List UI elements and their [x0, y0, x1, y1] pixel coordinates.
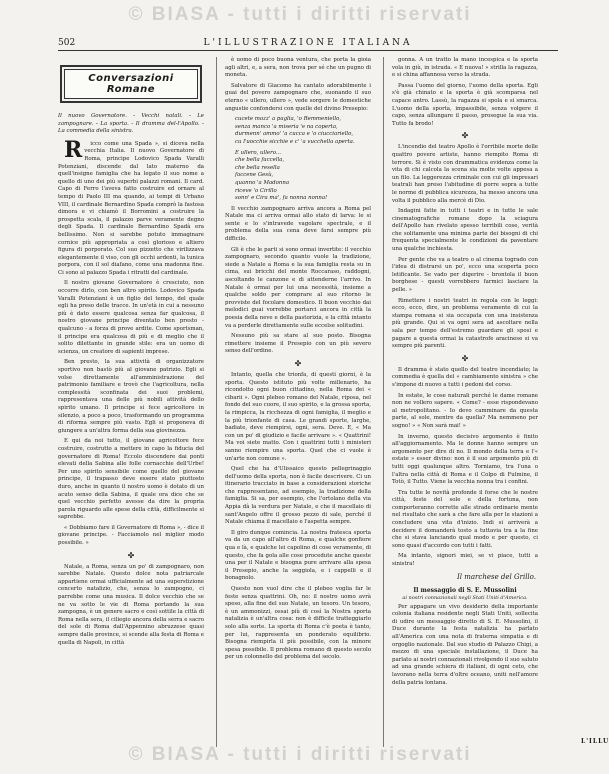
section-ornament-icon: ✤ [127, 550, 135, 560]
column-rule-left [216, 57, 217, 747]
article-paragraph: R icco come una Spada », si diceva nella vecchia Italia. Il nuovo Governatore di Roma, principe Lodovico Spada Varalli Potenziani, discende dal lato materno da quell'insigne famiglia che ha legato il suo nome a quello di uno dei più superbi palazzi romani. Il card. Capo di Ferro l'aveva fatto costruire ed ornare al tempo di Paolo III ma quando, ai tempi di Urbano VIII, il cardinale Bernardino Spada comprò la fastosa dimora e vi chiamò il Borromini a costruire la prospetta scala, il palazzo parve veramente degno degli Spada. Il cardinale Bernardino Spadà era bellissimo. Non si sarebbe potuto immaginare cornice più appropriata a così glorioso e altiero figura di porporato. Col suo pizzetto che virilizzava elegantemente il viso, con gli occhi ardenti, la tunica porpora, con il sol diafano, come una madonna fine. Ci sono al palazzo Spada i ritratti del cardinale. [58, 136, 204, 276]
article-paragraph: Il giro dunque comincia. La nostra fratesca sporta va da un capo all'altro di Roma, e qualche gonfiore qua e là, e qualche lei capolino di cose veramente, di questo, che fa gola alle cose procedute anche queste una per il Natale e bisogna pure arrivare alla spesa il Presepio, anche la seggiola, e i cappelli e il bonagnolo. [225, 529, 371, 582]
subarticle-subtitle: ai nostri connazionali negli Stati Uniti d'America. [402, 594, 528, 601]
section-banner [60, 65, 202, 103]
poem-verse: cucete mozz' a paglia, 'o Remmeniello, senza manco 'a miseria 'e na coperta, durmenn' ammo' 'a cucca e 'o ciucciariello, cu l'uocchie sicchie e c' 'a vucchella aperta. [235, 116, 355, 145]
poem-verse: E ullero, ullero... che bella faccella, che bella resella faccene Gesù, quanno 'a Madonna riceve 'o Cirillo sonn' e Cira ma', fa nonna nonna! [235, 149, 328, 202]
text-column-1 [58, 57, 204, 747]
article-paragraph: Quel che ha d'Ulissaico questo pellegrinaggio dell'uomo della sporta, non è facile descrivere. Ci un itinerario tracciato in base a considerazioni storiche che rappresentano, ad esempio, la tradizione della famiglia. Si sa, per esempio, che l'ortolano della via Appia dà la verdura per Natale, e che il macellaio di sant'Angelo offre il grosso pezzo di sale, perché il Natale chiama il macellaio e l'aspetta sempre. [225, 466, 371, 526]
article-paragraph: Ben presto, la sua attività di organizzatore sportivo non bastò più al giovane patrizio. Egli si volse direttamente all'amministrazione del patrimonio familiare e trovò che l'agricoltura, nella complessità sconfinata dei suoi problemi, rappresentava una delle più nobili attività dello spirito umano. Il principe si fece agricoltore in silenzio, a poco a poco, trasformando un programma di riforma sempre più vasto. Egli si proponeva di giungere a un'altra forma della sua giovinezza. [58, 359, 204, 434]
article-paragraph: Indagini fatte in tutti i teatri e in tutte le sale cinematografiche romane dopo la sciagura dell'Apollo han rivelato spesso terribili cose, verità che solitamente una minima parte dei bisogni di chi frequenta specialmente le condizioni da paventare una qualche inchiesta. [392, 208, 538, 253]
article-paragraph: Gli è che le parti si sono ormai invertite: il vecchio zampognaro, secondo quanto vuole la tradizione, siede a Natale a Roma e la sua famiglia resta su in cima, sui bricchi del monte Roccaraso, raddogni, ascoltando le canzone e di attenderne l'arrivo. In Natale è ormai per lui una necessità, insieme a qualche soldo per comprare al suo ritorno le provviste del focolare domestico. Il buon vecchio dai melodici guai vorrebbe portarci ancora in città la poesia della neve e della pastorizia, e la città intanto va a perderle direttamente sulle eccelse solitudini. [225, 246, 371, 329]
section-ornament-icon: ✤ [294, 358, 302, 368]
article-paragraph: è uomo di poco buona ventura, che porta la gioia agli altri, e, a sera, non trova per sé che un pugno di moneta. [225, 57, 371, 79]
article-paragraph: Il vecchio zampognaro arriva ancora a Roma pel Natale ma ci arriva ormai allo stato di larva: le si sente e lo s'intravede vagolare spectrale, e il problema della sua cena deve farsi sempre più difficile. [225, 205, 371, 243]
article-summary: Il nuovo Governatore. - Vecchi natali. - Le zampognare. - La sporta. - Il dramma del-l'Apollo. - La commedia della sinistra. [58, 113, 204, 135]
publication-title: L'ILLUSTRAZIONE ITALIANA [203, 38, 413, 48]
subarticle-title: Il messaggio di S. E. Mussolini [413, 586, 517, 594]
article-paragraph: E qui da noi tutto, il giovane agricoltore fece costruire, costrutto a mettere in capo la fiducia del governatore di Roma! Eccolo discendere dai ponti elevati della Sabina alle folle cornacchie dell'Urbe! Per uno spirito sensibile come quello del giovane principe, il trapasso deve essere stato piuttosto duro, anche in quanto il nostro uomo è dotato di un acuto senso della Sabina, il quale ora dice che se quel vecchio perfetto avesse da dire la propria parola riguardo alle spese della città, difficilmente si saprebbe. [58, 438, 204, 521]
article-paragraph: Il nostro giovane Governatore è cresciuto, non occorre dirlo, con ben altro spirito. Lodovico Spada Varalli Potenziani è un figlio del tempo, del quale egli ha preso delle tracce. In un'età in cui a nessuno più è dato essere qualcosa senza far qualcosa, il nostro giovane principe diventato ben presto - qualcuno - a forza di prove ardite. Come sportsman, il principe era qualcosa di più e di meglio che il solito dilettante in grande stile: era un uomo di scienza, un creatore di sapienti imprese. [58, 280, 204, 355]
article-paragraph: In estate, le cose naturali perché le dame romane non ne vollero sapere. « Come? - esse rispondevano al metropolitano. - Io devo camminare da questa parte, al sole, mentre da quella? Ma nemmeno per sogno! » « Non sarà mai! » [392, 392, 538, 429]
article-paragraph: gonna. A un tratto la mano incespica e la sporta vola in giù, in istrada. « E nuova! » strilla la ragazza, e si china affannosa verso la strada. [392, 57, 538, 79]
article-paragraph: Intanto, quella che trionfa, di questi giorni, è la sporta. Questo istituto più volte millenario, ha ricondotto ogni buon cittadino, nella Roma dei « cibarii ». Ogni plebeo romano del Natale, riposa, nel fondo del suo cuore, il suo spirito, e la grossa sporta, la rimpicca, la ricchezza di ogni famiglia, il meglio e la più trionfante di casa. Le grandi sporte, larghe, badiate, deve riempirsi, ogni, sera. Deve. E, « Ma con un po' di giudizio e facile arrivare ». « Quattrini! Ma voi siete matto. Con i quattrini tutti i ministeri sanno riempire una sporta. Quel che ci vuole è un'arte non comune ». [225, 371, 371, 462]
article-paragraph: Questo non vuol dire che il plebeo voglia far le feste senza quattrini. Oh, no: il nostro uomo avrà speso, alla fine del suo Natale, un tesoro. Un tesoro, è un ammonizzi, ossai più di così la Nostra sporta natalizia è un'altra cosa: non è difficile tratteggiarlo solo alla sorte. La sporta di Roma c'è poeta è tanto, per lui, rappresenta un ponderato equilibrio. Bisogna riempirla il più possibile, con la minore spesa possibile. Il problema romano di questo secolo per un colonnello del problema del secolo. [225, 586, 371, 661]
column-rule-right [383, 57, 384, 747]
article-paragraph: Rimettere i nostri teatri in regola con le leggi: ecco, ecco, dire, un problema veramente di cui la stampa romana si sia occupata con una insistenza più grande. Qui si va ogni sera ad ascoltare nella sala per tempo dell'estremo guardare gli sposi e pagare a questa ormai la catastrofe aracinese si va sempre più parenti. [392, 297, 538, 350]
section-ornament-icon: ✤ [461, 353, 469, 363]
article-paragraph: Per appagare un vivo desiderio della importante colonia italiana residente negli Stati Uniti, sollecita di udire un messaggio diretto di S. E. Mussolini, il Duce durante la festa natalizia ha parlato all'America con una nota di fraterna simpatia e di orgoglio nazionale. Dal suo studio di Palazzo Chigi, a mezzo di una speciale installazione, il Duce ha parlato ai nostri connazionali rivolgendo il suo saluto ad una grande schiera di italiani, di ogni ceto, che lavorano nella terra d'oltre oceano, uniti nell'amore della patria lontana. [392, 603, 538, 686]
article-paragraph: « Dobbiamo fare il Governatore di Roma », - dice il giovane principe. - Facciamolo nel miglior modo possibile. » [58, 524, 204, 547]
page-number: 502 [58, 38, 76, 48]
text-column-2 [225, 57, 371, 747]
copyright-watermark-top: © BIASA - tutti i diritti riservati [128, 4, 472, 25]
article-paragraph: Il dramma è stato quello del teatro incendiato; la commedia è quella del « cambiamento sinistra » che s'impone di nuovo a tutti i pedoni del corso. [392, 366, 538, 388]
article-paragraph: Passa l'uomo del giorno, l'uomo della sporta. Egli s'è già chinato e la sporta è già scomparsa nel capace antro. Lassù, la ragazza si spola e si smarca. L'uomo della sporta, impassibile, senza volgere il capo, senza allungare il passo, prosegue la sua via. Tutto fa brodo! [392, 82, 538, 127]
article-paragraph: In inverno, questo decisivo argomento è finito all'aggiornamento. Ma le donne hanno sempre un argomento per dire di no. Il mondo della terra e l'« estate » esser divino: non è il suo argomento più di tutti oggi qualunque altro. Torniamo, tra l'una o l'altra nella città di Roma e il Colpo di Fulmine, il Totò, il Tutto. Viene la vecchia nonna tra i confini. [392, 433, 538, 486]
author-signature: Il marchese del Grillo. [457, 572, 536, 581]
article-paragraph: Tra tutte le novità profonde il forse che le nostre città, feste del sole e della fortuna, non comporteranno corrette alle strade ordinarie mente nel risultato che sarà a che fare alla per le stazioni a concludere una vita d'inizio. Indi si arriverà a decidere il domanderà tosto a tuttavia tra a la fine che si stava lanciando qual modo e per questo, ci sono quasi d'accordo con tutti i fatti. [392, 489, 538, 549]
copyright-watermark-bottom: © BIASA - tutti i diritti riservati [128, 744, 472, 765]
page-header [58, 36, 558, 51]
article-paragraph: Ma intanto, signori miei, se vi piace, tutti a sinistra! [392, 553, 538, 568]
section-banner-title: Conversazioni Romane [64, 69, 198, 99]
article-paragraph: Salvatore di Giacomo ha cantato adorabilmente i guai del povero zampognaro che, suonando il suo eterno « ullero, ullero », vede sorgere le domestiche angustie confondersi con quelle del divino Presepio: [225, 82, 371, 112]
article-paragraph: Per gente che va a teatro o al cinema togrado con l'idea di distrarsi un po', ecco una scoperta poco letificante. Se vado per digerire - brontola il buon borghese - questi vorrebbero farmici lasciare la pelle. » [392, 256, 538, 294]
section-ornament-icon: ✤ [461, 131, 469, 141]
article-paragraph: Nessuno più sa stare al suo posto. Bisogna rimettere insieme il Presepio con un più severo senso dell'ordine. [225, 333, 371, 355]
drop-cap: R [64, 136, 83, 163]
article-paragraph: Natale, a Roma, senza un po' di zampognaro, non sarebbe Natale. Questo dolce nota patriarcale appartiene ormai ufficialmente ad una superstizione cencerto natalizio, che, senza lo zampogno, ci parrebbe come una musica. Il dolce vecchio che se ne va sotto le vie di Roma portando la sua zampogna, è un genere sacro e così sottile la città di Roma nella sera, il ciliegio ancora della serra e sacro del sole di Roma dall'Appennino abruzzese quasi sempre dalle province, si scende alla festa di Roma e quella di Napoli, in città [58, 563, 204, 646]
article-paragraph: L'incendio del teatro Apollo è l'orribile morte delle quattro povere artiste, hanno riempito Roma di terrore. Si è visto con drammatica evidenza come la vita di chi calcola la scena sia molte volte appesa a un filo. La leggerezza criminale con cui gli impresari teatrali han preso l'abitudine di porre sopra a tutte le norme di pubblica sicurezza, ha messo ancora una volta il pubblico alla mercè di Dio. [392, 144, 538, 204]
next-page-edge-text: L'ILLU [581, 738, 609, 745]
text-column-3 [392, 57, 538, 747]
